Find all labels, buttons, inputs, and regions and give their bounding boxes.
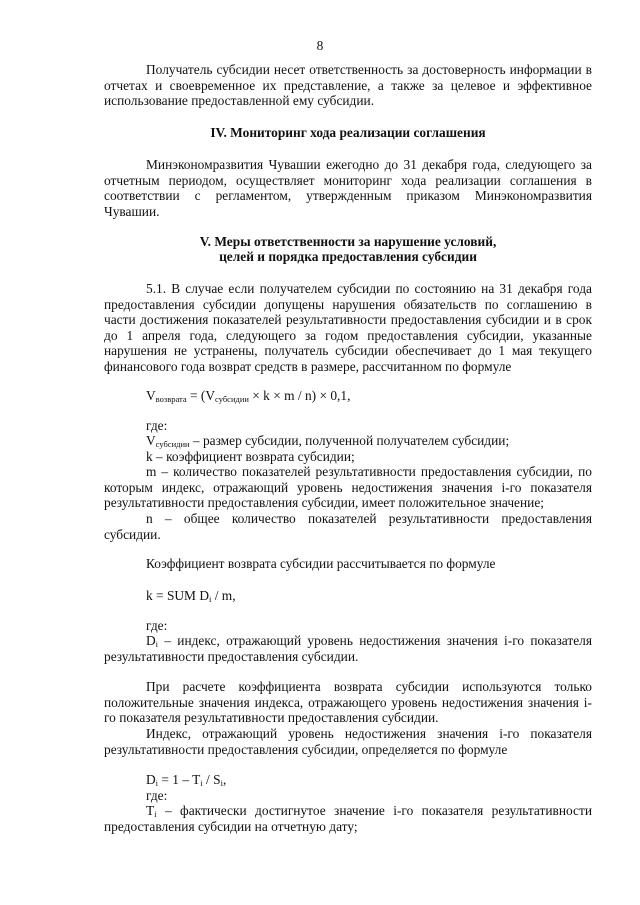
definition-d-text: – индекс, отражающий уровень недостижения значения i-го показателя результативности предоставления субсидии. [104,633,592,664]
definition-d-symbol: D [146,633,156,648]
where-label-1: где: [146,418,168,433]
section-heading-v-line2: целей и порядка предоставления субсидии [219,249,477,264]
paragraph-5-1: 5.1. В случае если получателем субсидии по состоянию на 31 декабря года предоставления субсидии допущены нарушения обязательств по соглашению в части достижения показателей результативности предоставления субсидии и в срок до 1 апреля года, следующего за годом предоставления субсидии, указанные нарушения не устранены, получатель субсидии обеспечивает до 1 мая текущего финансового года возврат средств в размере, рассчитанном по формуле [104,281,592,374]
paragraph-index-intro: Индекс, отражающий уровень недостижения значения i-го показателя результативности предоставления субсидии, определяется по формуле [104,726,592,757]
formula-d-sub: i [155,778,159,788]
paragraph-monitoring: Минэкономразвития Чувашии ежегодно до 31 декабря года, следующего за отчетным периодом, осуществляет мониторинг хода реализации соглашения в соответствии с регламентом, утвержденным приказом Минэкономразвития Чувашии. [104,157,592,219]
formula-k-sub: i [208,594,212,604]
formula-refund-v2-sub: субсидии [215,394,249,404]
formula-refund-rest: × k × m / n) × 0,1, [248,388,351,403]
definition-t [104,803,592,834]
formula-refund-eq: = (V [186,388,216,403]
formula-d-symbol: D [146,772,156,787]
definition-t-text: – фактически достигнутое значение i-го показателя результативности предоставления субсидии на отчетную дату; [104,803,592,834]
formula-refund-v: V [146,388,156,403]
definition-k: k – коэффициент возврата субсидии; [146,449,355,464]
definition-v-symbol: V [146,433,156,448]
paragraph-positive-values: При расчете коэффициента возврата субсидии используются только положительные значения индекса, отражающего уровень недостижения значения i-го показателя результативности предоставления субсидии. [104,679,592,725]
definition-t-sub: i [154,809,157,819]
definition-n: n – общее количество показателей результативности предоставления субсидии. [104,511,592,542]
formula-k [146,588,592,604]
formula-refund [146,388,592,404]
formula-k-pre: k = SUM D [146,588,209,603]
definition-d-sub: i [155,639,159,649]
page-number: 8 [316,38,324,53]
where-label-2: где: [146,618,168,633]
section-heading-iv: IV. Мониторинг хода реализации соглашения [210,125,486,140]
definition-m: m – количество показателей результативности предоставления субсидии, по которым индекс, отражающий уровень недостижения значения i-го показателя результативности предоставления субсидии, имеет положительное значение; [104,464,592,510]
formula-d-s-sub: i [220,778,223,788]
definition-t-symbol: T [146,803,155,818]
formula-d-t-sub: i [200,778,203,788]
paragraph-recipient-responsibility: Получатель субсидии несет ответственность за достоверность информации в отчетах и своевременное их представление, а также за целевое и эффективное использование предоставленной ему субсидии. [104,62,592,108]
where-label-3: где: [146,788,168,803]
formula-d [146,772,592,788]
formula-d-mid: = 1 – T [158,772,201,787]
definition-v-text: – размер субсидии, полученной получателем субсидии; [189,433,510,448]
paragraph-k-formula-intro: Коэффициент возврата субсидии рассчитывается по формуле [146,556,496,571]
definition-d [104,633,592,664]
formula-k-post: / m, [211,588,236,603]
formula-d-slash: / S [202,772,221,787]
formula-d-end: , [222,772,227,787]
section-heading-v-line1: V. Меры ответственности за нарушение условий, [199,234,497,249]
formula-refund-v-sub: возврата [155,394,187,404]
definition-v-subsidy [146,433,592,449]
definition-v-sub: субсидии [155,439,190,449]
